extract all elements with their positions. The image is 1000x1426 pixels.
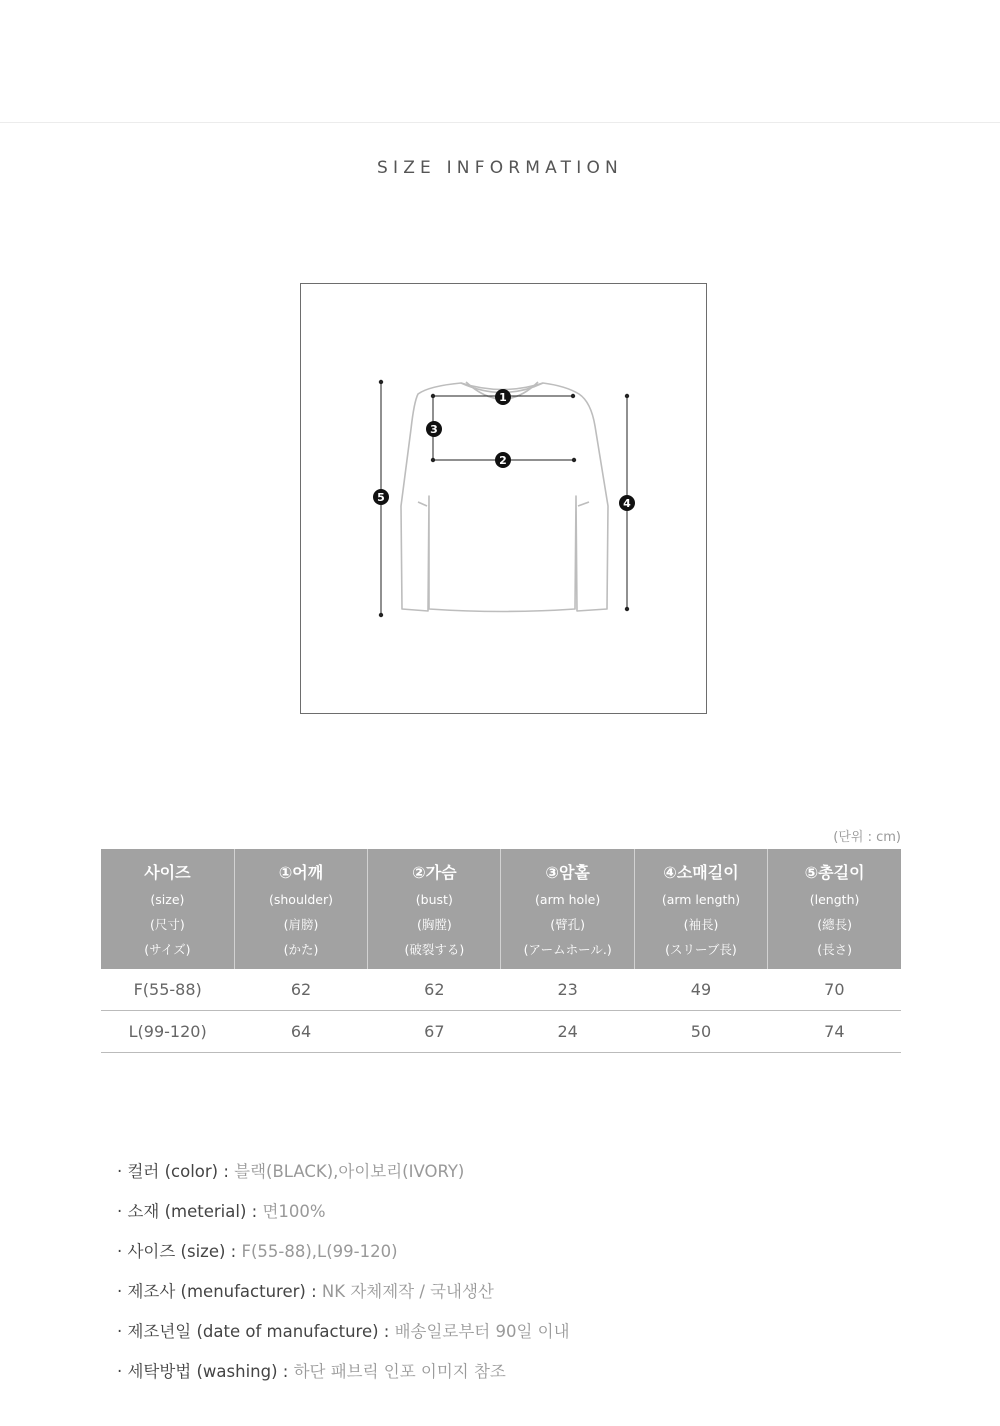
unit-note: (단위 : cm) [833,830,901,845]
info-label: · 소재 (meterial) : [117,1202,258,1221]
table-row [101,1011,901,1053]
table-cell: 49 [634,969,767,1011]
table-cell: 62 [368,969,501,1011]
header-bust: ②가슴 (bust) (胸膛) (破裂する) [368,849,501,969]
info-label: · 세탁방법 (washing) : [117,1362,289,1381]
info-size [117,1240,570,1280]
marker-1 [495,389,511,405]
table-cell: 67 [368,1011,501,1053]
info-material [117,1200,570,1240]
size-table [101,849,901,1053]
svg-text:3: 3 [430,423,438,436]
header-shoulder: ①어깨 (shoulder) (肩膀) (かた) [234,849,367,969]
top-divider [0,122,1000,123]
marker-5 [373,489,389,505]
svg-text:1: 1 [499,391,507,404]
table-cell: L(99-120) [101,1011,234,1053]
header-size: 사이즈 (size) (尺寸) (サイズ) [101,849,234,969]
svg-text:5: 5 [377,491,385,504]
table-cell: 74 [768,1011,901,1053]
table-header-row [101,849,901,969]
info-label: · 컬러 (color) : [117,1162,229,1181]
info-washing [117,1360,570,1400]
info-label: · 제조사 (menufacturer) : [117,1282,317,1301]
table-row [101,969,901,1011]
header-arm-length: ④소매길이 (arm length) (袖長) (スリーブ長) [634,849,767,969]
info-value: NK 자체제작 / 국내생산 [321,1282,494,1301]
info-date-of-manufacture [117,1320,570,1360]
info-value: 블랙(BLACK),아이보리(IVORY) [234,1162,465,1181]
marker-4 [619,495,635,511]
info-value: 하단 패브릭 인포 이미지 참조 [293,1362,506,1381]
header-armhole: ③암홀 (arm hole) (臂孔) (アームホール.) [501,849,634,969]
table-cell: 64 [234,1011,367,1053]
info-manufacturer [117,1280,570,1320]
section-title: SIZE INFORMATION [377,158,623,178]
info-value: F(55-88),L(99-120) [241,1242,398,1261]
size-diagram [300,283,707,714]
product-info-list [117,1160,570,1400]
svg-text:4: 4 [623,497,631,510]
measurement-lines [381,382,627,615]
marker-3 [426,421,442,437]
info-value: 배송일로부터 90일 이내 [394,1322,570,1341]
marker-2 [495,452,511,468]
header-length: ⑤총길이 (length) (總長) (長さ) [768,849,901,969]
measurement-endpoints [379,380,629,617]
sweater-outline [401,382,608,612]
table-cell: F(55-88) [101,969,234,1011]
info-value: 면100% [262,1202,326,1221]
info-color [117,1160,570,1200]
table-cell: 50 [634,1011,767,1053]
info-label: · 사이즈 (size) : [117,1242,237,1261]
info-label: · 제조년일 (date of manufacture) : [117,1322,390,1341]
sweater-measurement-illustration [301,284,706,713]
table-cell: 62 [234,969,367,1011]
table-cell: 23 [501,969,634,1011]
table-cell: 24 [501,1011,634,1053]
svg-text:2: 2 [499,454,507,467]
table-cell: 70 [768,969,901,1011]
